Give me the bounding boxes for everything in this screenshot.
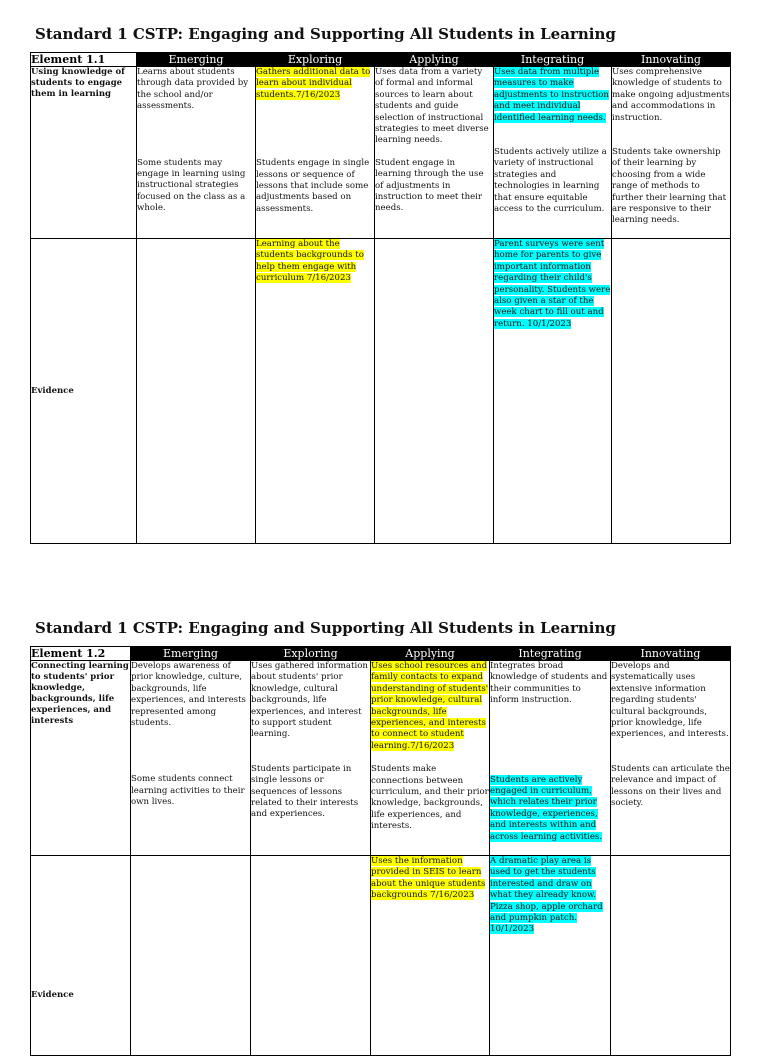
evidence-label: Evidence bbox=[31, 239, 137, 544]
rubric-cell bbox=[137, 67, 256, 239]
teacher-descriptor: Gathers additional data to learn about individual students.7/16/2023 bbox=[256, 67, 371, 100]
evidence-cell bbox=[371, 856, 490, 1056]
evidence-label: Evidence bbox=[31, 856, 131, 1056]
student-descriptor: Some students may engage in learning using instructional strategies focused on the class as a whole. bbox=[137, 157, 246, 214]
teacher-descriptor: Learns about students through data provided by the school and/or assessments. bbox=[137, 67, 249, 112]
evidence-cell bbox=[375, 239, 494, 544]
level-header-applying: Applying bbox=[375, 53, 494, 67]
rubric-cell bbox=[494, 67, 612, 239]
level-header-exploring: Exploring bbox=[251, 647, 371, 661]
student-descriptor: Students actively utilize a variety of instructional strategies and technologies in learning that ensure equitable access to the curriculum. bbox=[494, 147, 607, 215]
rubric-cell bbox=[251, 661, 371, 856]
evidence-cell bbox=[251, 856, 371, 1056]
student-descriptor: Student engage in learning through the use of adjustments in instruction to meet their needs. bbox=[375, 157, 484, 214]
evidence-text: Parent surveys were sent home for parents to give important information regarding their child's personality. Students were also given a star of the week chart to fill out and return. 10/1/2023 bbox=[494, 239, 611, 329]
student-descriptor: Students can articulate the relevance and impact of lessons on their lives and society. bbox=[611, 763, 730, 809]
rubric-cell bbox=[371, 661, 490, 856]
evidence-text: Uses the information provided in SEIS to learn about the unique students backgrounds 7/16/2023 bbox=[371, 856, 486, 901]
level-header-exploring: Exploring bbox=[256, 53, 375, 67]
teacher-descriptor: Uses data from a variety of formal and informal sources to learn about students and guide selection of instructional strategies to meet diverse learning needs. bbox=[375, 67, 489, 146]
student-descriptor: Students participate in single lessons or sequences of lessons related to their interests and experiences. bbox=[251, 763, 359, 820]
rubric-cell bbox=[611, 661, 731, 856]
rubric-table bbox=[30, 646, 731, 1056]
evidence-text: Learning about the students backgrounds to help them engage with curriculum 7/16/2023 bbox=[256, 239, 364, 284]
teacher-descriptor: Uses comprehensive knowledge of students to make ongoing adjustments and accommodations in instruction. bbox=[612, 67, 730, 123]
rubric-cell bbox=[131, 661, 251, 856]
student-descriptor: Students are actively engaged in curriculum, which relates their prior knowledge, experiences, and interests within and across learning activities. bbox=[490, 774, 603, 842]
rubric-table bbox=[30, 52, 731, 544]
rubric-cell bbox=[256, 67, 375, 239]
level-header-emerging: Emerging bbox=[137, 53, 256, 67]
evidence-cell bbox=[131, 856, 251, 1056]
student-descriptor: Students take ownership of their learning by choosing from a wide range of methods to further their learning that are responsive to their learning needs. bbox=[612, 147, 727, 226]
element-label: Element 1.2 bbox=[31, 647, 131, 661]
rubric-cell bbox=[612, 67, 731, 239]
row-label: Connecting learning to students' prior knowledge, backgrounds, life experiences, and interests bbox=[31, 661, 131, 856]
evidence-cell bbox=[490, 856, 611, 1056]
evidence-cell bbox=[612, 239, 731, 544]
level-header-emerging: Emerging bbox=[131, 647, 251, 661]
teacher-descriptor: Develops awareness of prior knowledge, culture, backgrounds, life experiences, and interests represented among students. bbox=[131, 661, 246, 729]
evidence-cell bbox=[256, 239, 375, 544]
teacher-descriptor: Uses gathered information about students' prior knowledge, cultural backgrounds, life experiences, and interest to support student learning. bbox=[251, 661, 368, 740]
row-label: Using knowledge of students to engage them in learning bbox=[31, 67, 137, 239]
student-descriptor: Some students connect learning activities to their own lives. bbox=[131, 774, 245, 808]
teacher-descriptor: Develops and systematically uses extensive information regarding students' cultural backgrounds, prior knowledge, life experiences, and interests. bbox=[611, 661, 729, 740]
section-title: Standard 1 CSTP: Engaging and Supporting All Students in Learning bbox=[35, 619, 616, 637]
level-header-integrating: Integrating bbox=[490, 647, 611, 661]
level-header-innovating: Innovating bbox=[612, 53, 731, 67]
evidence-cell bbox=[137, 239, 256, 544]
student-descriptor: Students make connections between curriculum, and their prior knowledge, backgrounds, life experiences, and interests. bbox=[371, 764, 489, 832]
section-title: Standard 1 CSTP: Engaging and Supporting All Students in Learning bbox=[35, 25, 616, 43]
evidence-text: A dramatic play area is used to get the students interested and draw on what they already know. Pizza shop, apple orchard and pumpkin patch. 10/1/2023 bbox=[490, 856, 603, 935]
level-header-innovating: Innovating bbox=[611, 647, 731, 661]
evidence-cell bbox=[611, 856, 731, 1056]
evidence-cell bbox=[494, 239, 612, 544]
rubric-cell bbox=[375, 67, 494, 239]
teacher-descriptor: Integrates broad knowledge of students and their communities to inform instruction. bbox=[490, 661, 608, 706]
teacher-descriptor: Uses school resources and family contacts to expand understanding of students' prior knowledge, cultural backgrounds, life experiences, and interests to connect to student learning.7/16/2023 bbox=[371, 661, 489, 751]
teacher-descriptor: Uses data from multiple measures to make adjustments to instruction and meet individual identified learning needs. bbox=[494, 67, 609, 123]
level-header-applying: Applying bbox=[371, 647, 490, 661]
student-descriptor: Students engage in single lessons or sequence of lessons that include some adjustments based on assessments. bbox=[256, 158, 370, 214]
level-header-integrating: Integrating bbox=[494, 53, 612, 67]
rubric-cell bbox=[490, 661, 611, 856]
element-label: Element 1.1 bbox=[31, 53, 137, 67]
